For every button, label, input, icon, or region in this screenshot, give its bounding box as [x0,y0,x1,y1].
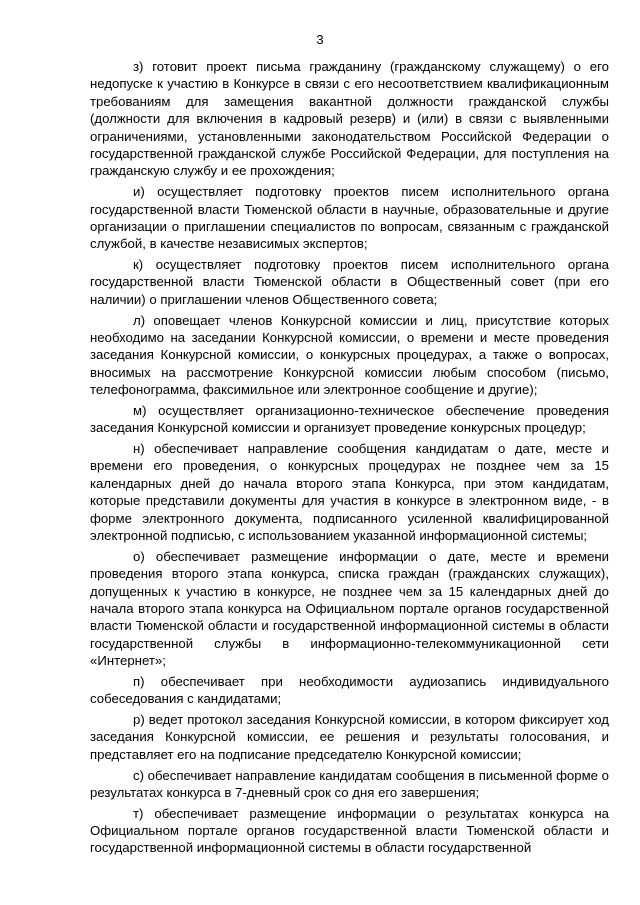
paragraph-l: л) оповещает членов Конкурсной комиссии и лиц, присутствие которых необходимо на заседании Конкурсной комиссии, о времени и месте проведения заседания Конкурсной комиссии, о конкурсных процедурах, а также о вопросах, вносимых на рассмотрение Конкурсной комиссии любым способом (письмо, телефонограмма, факсимильное или электронное сообщение и другие); [90,312,609,398]
paragraph-m: м) осуществляет организационно-техническое обеспечение проведения заседания Конкурсной комиссии и организует проведение конкурсных процедур; [90,402,609,436]
paragraph-p: п) обеспечивает при необходимости аудиозапись индивидуального собеседования с кандидатами; [90,673,609,707]
paragraph-t: т) обеспечивает размещение информации о результатах конкурса на Официальном портале органов государственной власти Тюменской области и государственной информационной системы в области государственной [90,805,609,856]
paragraph-z: з) готовит проект письма гражданину (гражданскому служащему) о его недопуске к участию в Конкурсе в связи с его несоответствием квалификационным требованиям для замещения вакантной должности гражданской службы (должности для включения в кадровый резерв) и (или) в связи с выявленными ограничениями, установленными законодательством Российской Федерации о государственной гражданской службе Российской Федерации, для поступления на гражданскую службу и ее прохождения; [90,59,609,179]
paragraph-i: и) осуществляет подготовку проектов писем исполнительного органа государственной власти Тюменской области в научные, образовательные и другие организации о приглашении специалистов по вопросам, связанным с гражданской службой, в качестве независимых экспертов; [90,184,609,252]
paragraph-k: к) осуществляет подготовку проектов писем исполнительного органа государственной власти Тюменской области в Общественный совет (при его наличии) о приглашении членов Общественного совета; [90,257,609,307]
page-number: 3 [316,32,324,47]
paragraph-r: р) ведет протокол заседания Конкурсной комиссии, в котором фиксирует ход заседания Конкурсной комиссии, ее решения и результаты голосования, и представляет его на подписание председателю Конкурсной комиссии; [90,712,609,762]
document-body [90,58,609,860]
paragraph-s: с) обеспечивает направление кандидатам сообщения в письменной форме о результатах конкурса в 7-дневный срок со дня его завершения; [90,767,609,800]
paragraph-o: о) обеспечивает размещение информации о дате, месте и времени проведения второго этапа конкурса, списка граждан (гражданских служащих), допущенных к участию в конкурсе, не позднее чем за 15 календарных дней до начала второго этапа конкурса на Официальном портале органов государственной власти Тюменской области и государственной информационной системы в области государственной службы в информационно-телекоммуникационной сети «Интернет»; [90,548,609,669]
paragraph-n: н) обеспечивает направление сообщения кандидатам о дате, месте и времени его проведения, о конкурсных процедурах не позднее чем за 15 календарных дней до начала второго этапа Конкурса, при этом кандидатам, которые представили документы для участия в конкурсе в электронном виде, - в форме электронного документа, подписанного усиленной квалифицированной электронной подписью, с использованием указанной информационной системы; [90,441,609,544]
